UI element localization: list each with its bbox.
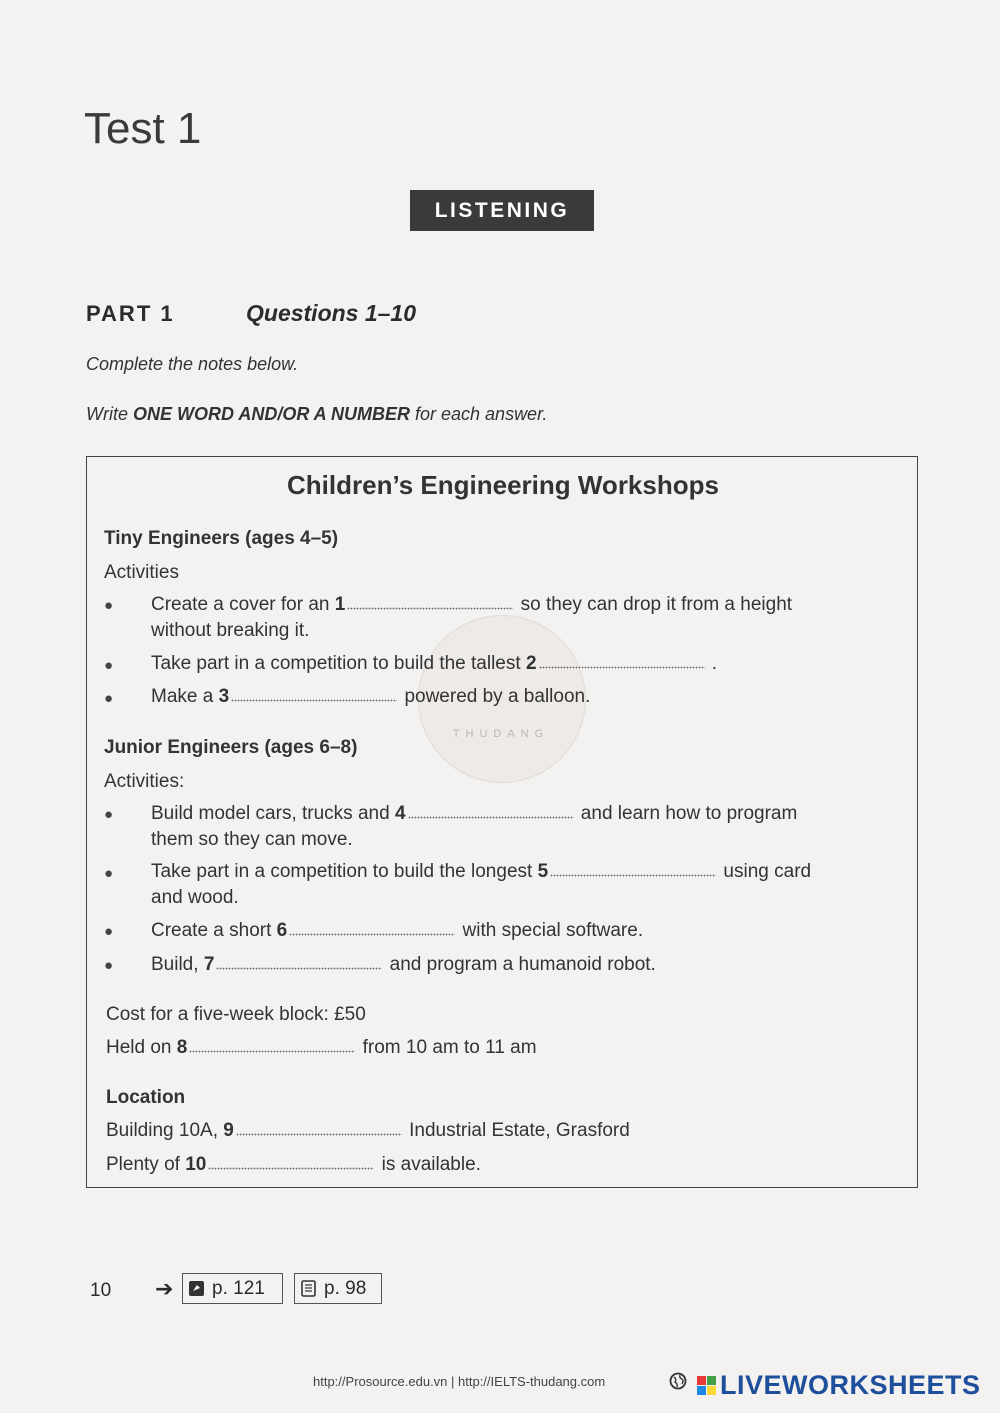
instruction-suffix: for each answer. [410, 404, 548, 424]
liveworksheets-brand: LIVEWORKSHEETS [720, 1370, 981, 1400]
q4-post: and learn how to program [575, 803, 798, 824]
answer-gap-2[interactable] [539, 655, 705, 669]
answer-key-icon [301, 1280, 316, 1297]
junior-activities-label: Activities: [104, 771, 185, 792]
question-3-line [151, 686, 590, 708]
bullet-icon: ● [104, 806, 114, 823]
q5-post: using card [718, 861, 812, 882]
answer-gap-8[interactable] [189, 1039, 355, 1053]
bullet-icon: ● [104, 923, 114, 940]
q1-post: so they can drop it from a height [515, 594, 793, 615]
tiny-engineers-heading: Tiny Engineers (ages 4–5) [104, 528, 339, 549]
bullet-icon: ● [104, 865, 114, 882]
q9-post: Industrial Estate, Grasford [403, 1120, 630, 1141]
answer-gap-7[interactable] [216, 956, 382, 970]
q3-number: 3 [218, 686, 230, 707]
q2-pre: Take part in a competition to build the tallest [151, 653, 526, 674]
q5-continuation: and wood. [151, 887, 239, 908]
question-6-line [151, 920, 643, 942]
q1-number: 1 [334, 594, 346, 615]
q2-number: 2 [525, 653, 537, 674]
liveworksheets-grid-icon [697, 1376, 716, 1395]
arrow-right-icon: ➔ [155, 1276, 174, 1301]
answer-gap-6[interactable] [289, 922, 455, 936]
section-badge: LISTENING [410, 190, 594, 231]
q8-pre: Held on [106, 1037, 177, 1058]
bullet-icon: ● [104, 690, 114, 707]
question-1-line [151, 594, 792, 616]
part-questions: Questions 1–10 [246, 300, 417, 326]
bullet-icon: ● [104, 597, 114, 614]
q8-number: 8 [176, 1037, 188, 1058]
answer-gap-1[interactable] [347, 596, 513, 610]
question-2-line [151, 653, 717, 675]
q6-pre: Create a short [151, 920, 277, 941]
q10-post: is available. [376, 1154, 481, 1175]
answer-reference [294, 1273, 382, 1304]
q1-continuation: without breaking it. [151, 620, 310, 641]
q7-pre: Build, [151, 954, 204, 975]
q3-post: powered by a balloon. [399, 686, 591, 707]
q6-post: with special software. [457, 920, 644, 941]
answer-gap-9[interactable] [236, 1122, 402, 1136]
q6-number: 6 [276, 920, 288, 941]
answer-gap-5[interactable] [550, 863, 716, 877]
footer-url[interactable]: http://Prosource.edu.vn | http://IELTS-thudang.com [313, 1374, 606, 1389]
question-8-line [106, 1037, 537, 1059]
q9-pre: Building 10A, [106, 1120, 224, 1141]
page-number: 10 [90, 1280, 112, 1301]
bullet-icon: ● [104, 957, 114, 974]
tiny-activities-label: Activities [104, 562, 179, 583]
watermark-text: THUDANG [452, 728, 550, 740]
junior-engineers-heading: Junior Engineers (ages 6–8) [104, 737, 358, 758]
question-10-line [106, 1154, 481, 1176]
part-label: PART 1 [86, 301, 175, 326]
q2-post: . [706, 653, 718, 674]
page-title: Test 1 [84, 104, 202, 153]
audio-reference-page: p. 121 [212, 1277, 265, 1299]
liveworksheets-logo[interactable] [697, 1370, 981, 1401]
q1-pre: Create a cover for an [151, 594, 335, 615]
q5-number: 5 [537, 861, 549, 882]
q4-continuation: them so they can move. [151, 829, 353, 850]
answer-gap-10[interactable] [208, 1156, 374, 1170]
question-9-line [106, 1120, 630, 1142]
audio-reference [182, 1273, 283, 1304]
q4-number: 4 [394, 803, 406, 824]
cost-line: Cost for a five-week block: £50 [106, 1004, 366, 1025]
globe-icon [669, 1372, 687, 1390]
q7-post: and program a humanoid robot. [384, 954, 656, 975]
answer-reference-page: p. 98 [324, 1277, 367, 1299]
q4-pre: Build model cars, trucks and [151, 803, 395, 824]
q10-pre: Plenty of [106, 1154, 186, 1175]
question-5-line [151, 861, 811, 883]
instruction-prefix: Write [86, 404, 133, 424]
q5-pre: Take part in a competition to build the longest [151, 861, 538, 882]
q8-post: from 10 am to 11 am [357, 1037, 537, 1058]
q9-number: 9 [223, 1120, 234, 1141]
bullet-icon: ● [104, 657, 114, 674]
q10-number: 10 [185, 1154, 207, 1175]
question-4-line [151, 803, 797, 825]
q7-number: 7 [203, 954, 215, 975]
q3-pre: Make a [151, 686, 219, 707]
answer-gap-3[interactable] [231, 688, 397, 702]
notes-title: Children’s Engineering Workshops [287, 470, 719, 500]
answer-gap-4[interactable] [408, 805, 574, 819]
location-heading: Location [106, 1087, 186, 1108]
instruction-write [86, 404, 547, 425]
instruction-complete: Complete the notes below. [86, 354, 299, 374]
audio-script-icon [189, 1280, 204, 1297]
instruction-bold: ONE WORD AND/OR A NUMBER [133, 404, 410, 424]
question-7-line [151, 954, 656, 976]
